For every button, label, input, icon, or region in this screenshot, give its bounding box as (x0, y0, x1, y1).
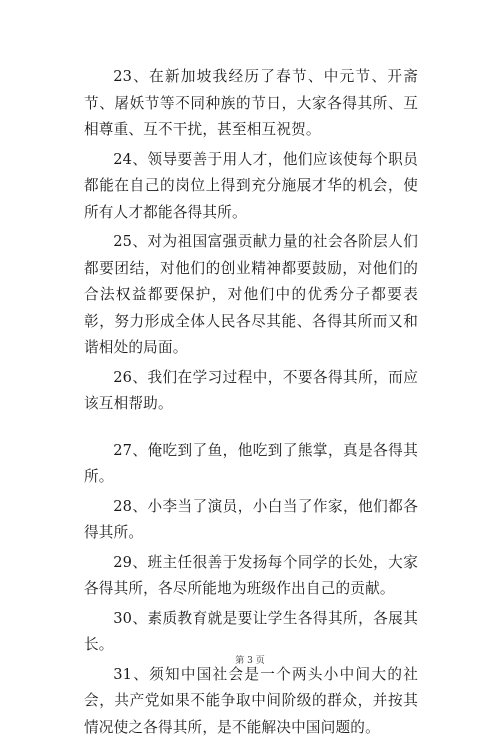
paragraph-27: 27、俺吃到了鱼，他吃到了熊掌，真是各得其所。 (84, 441, 418, 485)
page-body (84, 64, 418, 744)
page-number: 第 3 页 (235, 656, 265, 666)
paragraph-24: 24、领导要善于用人才，他们应该使每个职员都能在自己的岗位上得到充分施展才华的机会，使所有人才都能各得其所。 (84, 150, 418, 221)
paragraph-25: 25、对为祖国富强贡献力量的社会各阶层人们都要团结，对他们的创业精神都要鼓励，对他们的合法权益都要保护，对他们中的优秀分子都要表彰，努力形成全体人民各尽其能、各得其所而又和谐相处的局面。 (84, 233, 418, 356)
paragraph-29: 29、班主任很善于发扬每个同学的长处，大家各得其所，各尽所能地为班级作出自己的贡献。 (84, 553, 418, 597)
paragraph-23: 23、在新加坡我经历了春节、中元节、开斋节、屠妖节等不同种族的节日，大家各得其所、互相尊重、互不干扰，甚至相互祝贺。 (84, 68, 418, 138)
paragraph-30: 30、素质教育就是要让学生各得其所，各展其长。 (84, 609, 418, 653)
paragraph-26: 26、我们在学习过程中，不要各得其所，而应该互相帮助。 (84, 368, 418, 412)
paragraph-31: 31、须知中国社会是一个两头小中间大的社会，共产党如果不能争取中间阶级的群众，并按其情况使之各得其所，是不能解决中国问题的。 (84, 665, 418, 736)
paragraph-28: 28、小李当了演员，小白当了作家，他们都各得其所。 (84, 497, 418, 541)
